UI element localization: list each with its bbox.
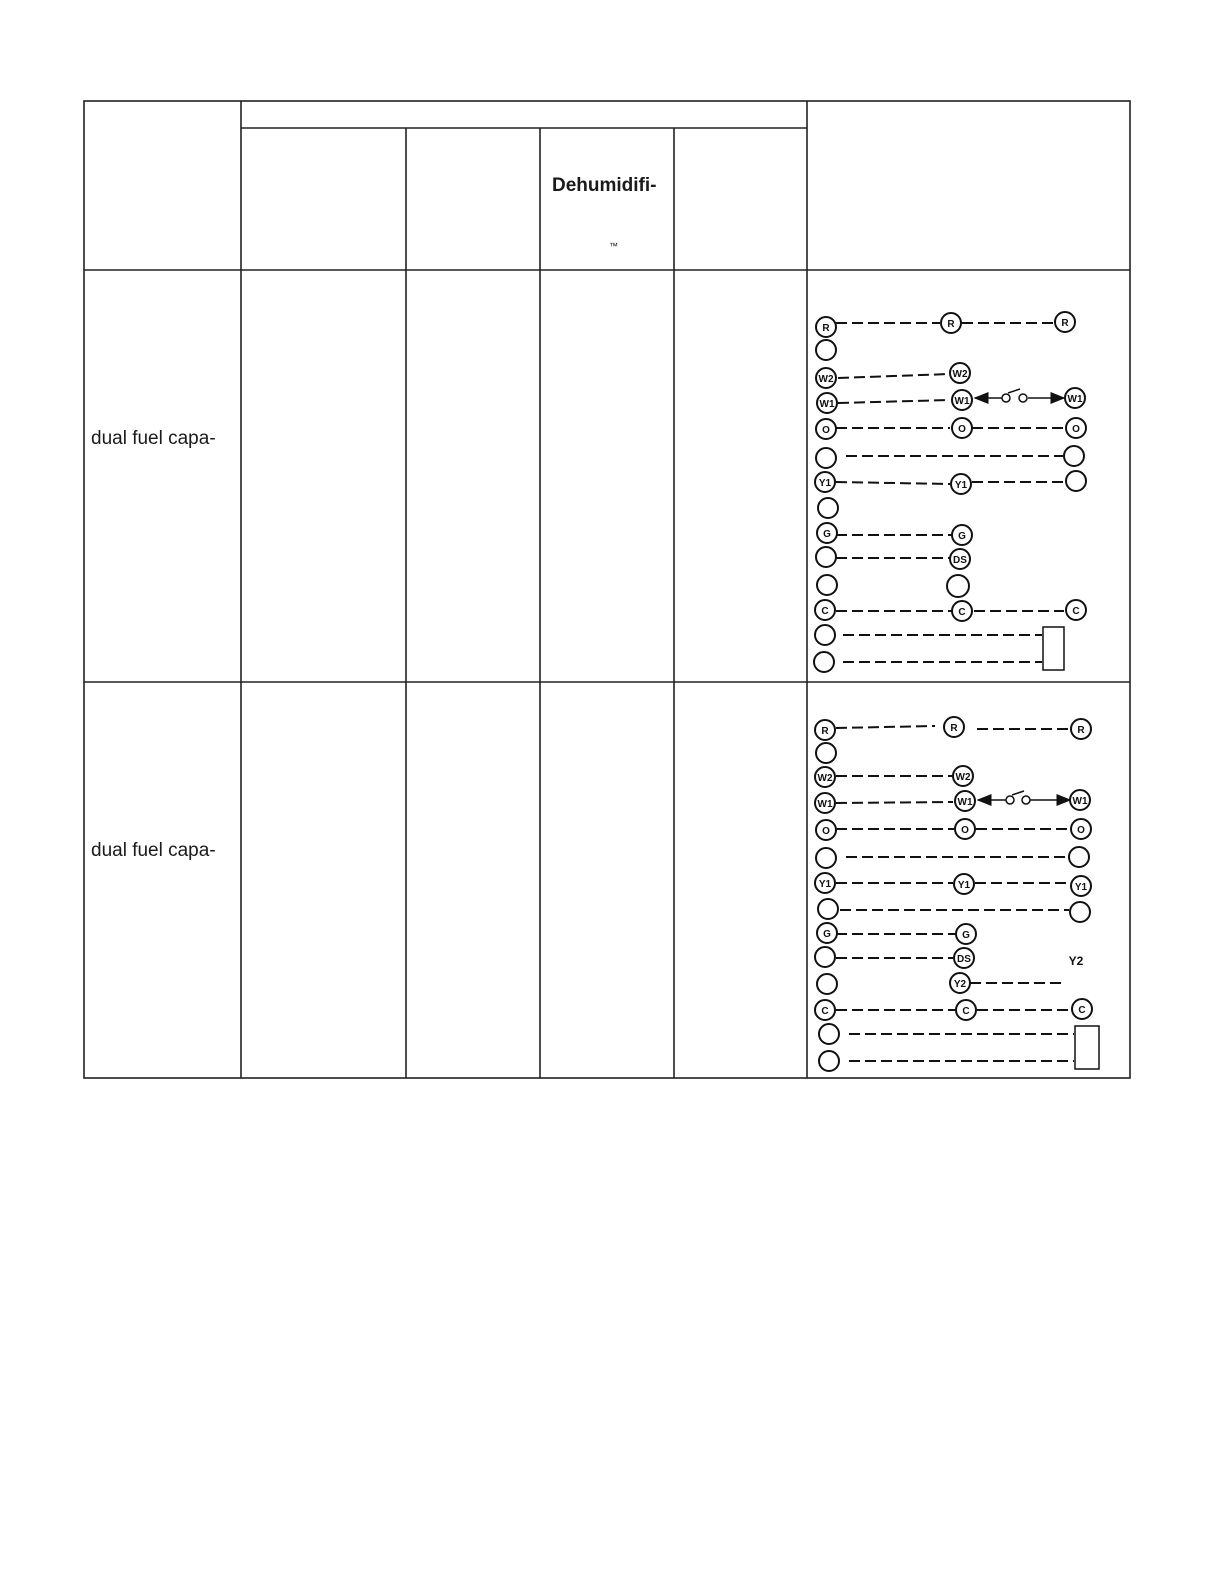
terminal-R: R [1061, 318, 1069, 329]
terminal-R: R [821, 726, 829, 737]
terminal-Y1: Y1 [818, 478, 832, 489]
terminal-W1: W1 [954, 396, 970, 407]
header-dehumidifier-label: Dehumidifi- [552, 175, 657, 196]
terminal-G: G [823, 529, 831, 540]
terminal-W1: W1 [817, 799, 833, 810]
terminal-W1: W1 [1072, 796, 1088, 807]
terminal-O: O [1077, 825, 1085, 836]
terminal-R: R [822, 323, 830, 334]
y2-side-label: Y2 [1068, 954, 1084, 968]
terminal-G: G [823, 929, 831, 940]
terminal-DS: DS [957, 954, 971, 965]
terminal-O: O [961, 825, 969, 836]
terminal-O: O [822, 826, 830, 837]
terminal-Y1: Y1 [818, 879, 832, 890]
trademark-mark: ™ [609, 241, 618, 251]
terminal-G: G [962, 930, 970, 941]
terminal-C: C [1078, 1005, 1086, 1016]
terminal-C: C [958, 607, 966, 618]
terminal-W2: W2 [952, 369, 968, 380]
terminal-R: R [947, 319, 955, 330]
terminal-Y1: Y1 [957, 880, 971, 891]
terminal-O: O [1072, 424, 1080, 435]
terminal-C: C [962, 1006, 970, 1017]
terminal-Y2: Y2 [953, 979, 967, 990]
terminal-W1: W1 [957, 797, 973, 808]
terminal-W1: W1 [1067, 394, 1083, 405]
terminal-C: C [1072, 606, 1080, 617]
terminal-R: R [950, 723, 958, 734]
terminal-O: O [822, 425, 830, 436]
terminal-W2: W2 [955, 772, 971, 783]
terminal-DS: DS [953, 555, 967, 566]
terminal-W1: W1 [819, 399, 835, 410]
row-1-label: dual fuel capa- [91, 428, 216, 449]
row-2-label: dual fuel capa- [91, 840, 216, 861]
terminal-W2: W2 [818, 374, 834, 385]
terminal-C: C [821, 606, 829, 617]
terminal-O: O [958, 424, 966, 435]
terminal-G: G [958, 531, 966, 542]
terminal-W2: W2 [817, 773, 833, 784]
terminal-Y1: Y1 [1074, 882, 1088, 893]
terminal-C: C [821, 1006, 829, 1017]
terminal-R: R [1077, 725, 1085, 736]
terminal-Y1: Y1 [954, 480, 968, 491]
